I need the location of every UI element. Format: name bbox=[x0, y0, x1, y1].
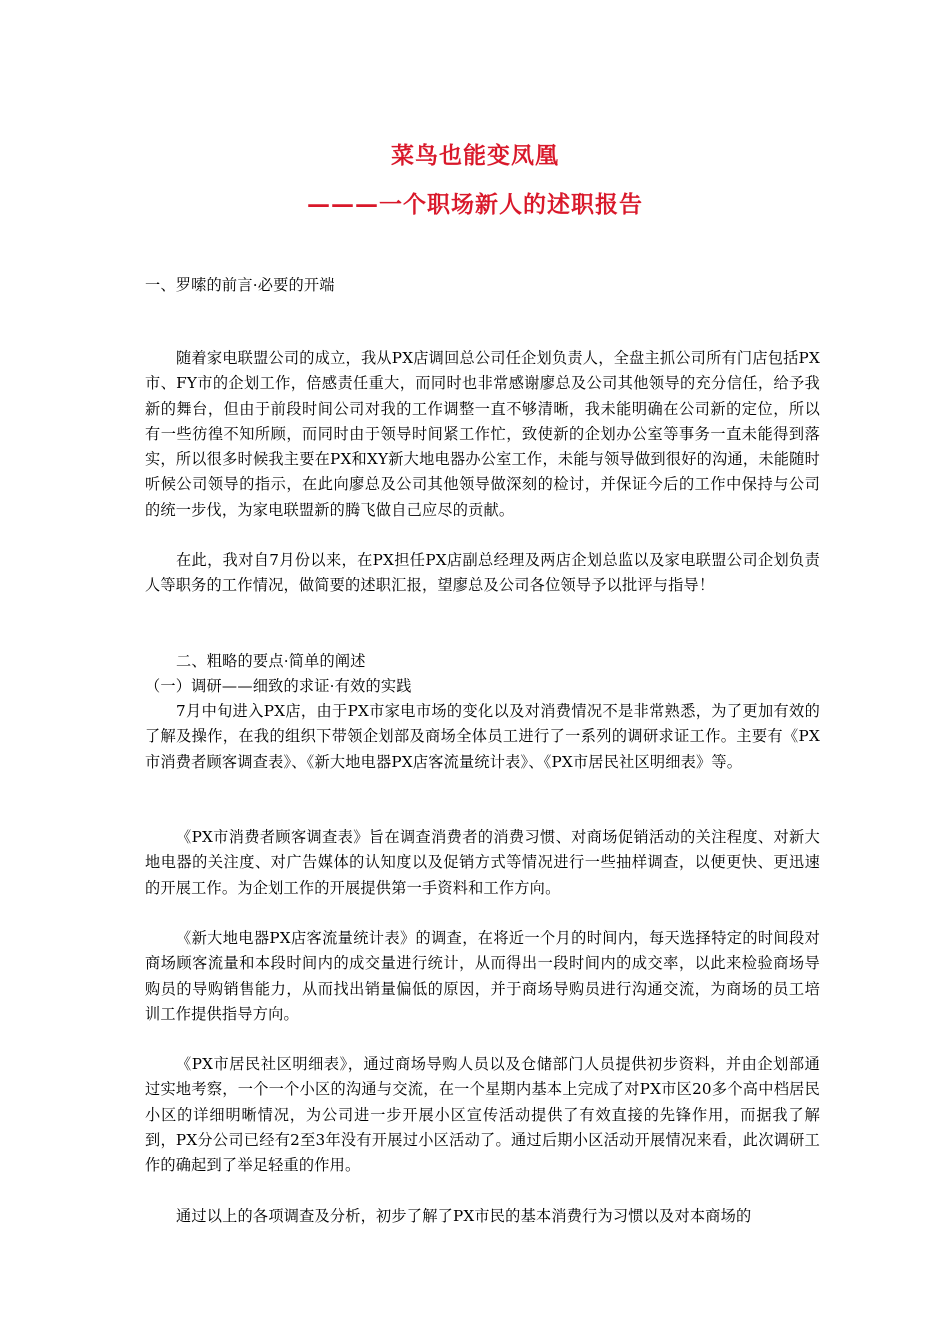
document-title: 菜鸟也能变凤凰 bbox=[391, 142, 559, 169]
research-paragraph-5: 通过以上的各项调查及分析，初步了解了PX市民的基本消费行为习惯以及对本商场的 bbox=[176, 1207, 752, 1225]
document-subtitle: ———一个职场新人的述职报告 bbox=[307, 191, 643, 218]
intro-paragraph-2: 在此，我对自7月份以来，在PX担任PX店副总经理及两店企划总监以及家电联盟公司企划负责人等职务的工作情况，做简要的述职汇报，望廖总及公司各位领导予以批评与指导！ bbox=[145, 551, 820, 595]
intro-paragraph-1: 随着家电联盟公司的成立，我从PX店调回总公司任企划负责人，全盘主抓公司所有门店包括PX市、FY市的企划工作，倍感责任重大，而同时也非常感谢廖总及公司其他领导的充分信任，给予我新的舞台，但由于前段时间公司对我的工作调整一直不够清晰，我未能明确在公司新的定位，所以有一些彷徨不知所顾，而同时由于领导时间紧工作忙，致使新的企划办公室等事务一直未能得到落实，所以很多时候我主要在PX和XY新大地电器办公室工作，未能与领导做到很好的沟通，未能随时听候公司领导的指示，在此向廖总及公司其他领导做深刻的检讨，并保证今后的工作中保持与公司的统一步伐，为家电联盟新的腾飞做自己应尽的贡献。 bbox=[145, 349, 820, 519]
subsection-1-heading: （一）调研——细致的求证·有效的实践 bbox=[145, 677, 412, 695]
section-2-heading: 二、粗略的要点·简单的阐述 bbox=[176, 652, 366, 670]
research-paragraph-4: 《PX市居民社区明细表》，通过商场导购人员以及仓储部门人员提供初步资料，并由企划部通过实地考察，一个一个小区的沟通与交流，在一个星期内基本上完成了对PX市区20多个高中档居民小区的详细明晰情况，为公司进一步开展小区宣传活动提供了有效直接的先锋作用，而据我了解到，PX分公司已经有2至3年没有开展过小区活动了。通过后期小区活动开展情况来看，此次调研工作的确起到了举足轻重的作用。 bbox=[145, 1055, 820, 1175]
research-paragraph-1: 7月中旬进入PX店，由于PX市家电市场的变化以及对消费情况不是非常熟悉，为了更加有效的了解及操作，在我的组织下带领企划部及商场全体员工进行了一系列的调研求证工作。主要有《PX市消费者顾客调查表》、《新大地电器PX店客流量统计表》、《PX市居民社区明细表》等。 bbox=[145, 702, 820, 771]
section-1-heading: 一、罗嗦的前言·必要的开端 bbox=[145, 276, 335, 294]
research-paragraph-3: 《新大地电器PX店客流量统计表》的调查，在将近一个月的时间内，每天选择特定的时间段对商场顾客流量和本段时间内的成交量进行统计，从而得出一段时间内的成交率，以此来检验商场导购员的导购销售能力，从而找出销量偏低的原因，并于商场导购员进行沟通交流，为商场的员工培训工作提供指导方向。 bbox=[145, 929, 820, 1023]
research-paragraph-2: 《PX市消费者顾客调查表》旨在调查消费者的消费习惯、对商场促销活动的关注程度、对新大地电器的关注度、对广告媒体的认知度以及促销方式等情况进行一些抽样调查，以便更快、更迅速的开展工作。为企划工作的开展提供第一手资料和工作方向。 bbox=[145, 828, 820, 897]
